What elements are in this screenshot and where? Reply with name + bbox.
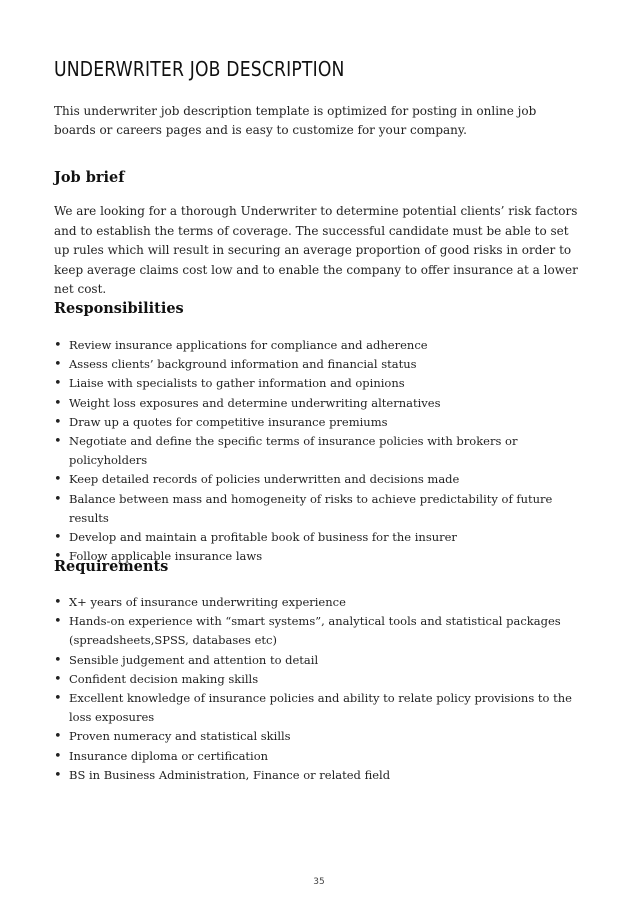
list-item: • Hands-on experience with “smart systems”, analytical tools and statistical packages (spreadsheets,SPSS, databases etc) bbox=[54, 612, 582, 650]
list-item: • Excellent knowledge of insurance policies and ability to relate policy provisions to the loss exposures bbox=[54, 689, 582, 727]
list-item: • Liaise with specialists to gather information and opinions bbox=[54, 374, 582, 393]
responsibilities-list bbox=[54, 336, 582, 566]
list-item: • Follow applicable insurance laws bbox=[54, 547, 582, 566]
list-item: • Sensible judgement and attention to detail bbox=[54, 651, 582, 670]
requirements-heading: Requirements bbox=[54, 558, 169, 575]
list-item: • Balance between mass and homogeneity of risks to achieve predictability of future results bbox=[54, 490, 582, 528]
list-item: • Assess clients’ background information and financial status bbox=[54, 355, 582, 374]
list-item: • X+ years of insurance underwriting experience bbox=[54, 593, 582, 612]
list-item: • Develop and maintain a profitable book of business for the insurer bbox=[54, 528, 582, 547]
intro-paragraph: This underwriter job description template is optimized for posting in online job boards or careers pages and is easy to customize for your company. bbox=[54, 104, 537, 137]
requirements-list bbox=[54, 593, 582, 785]
list-item: • Proven numeracy and statistical skills bbox=[54, 727, 582, 746]
list-item: • Negotiate and define the specific terms of insurance policies with brokers or policyholders bbox=[54, 432, 582, 470]
list-item: • Weight loss exposures and determine underwriting alternatives bbox=[54, 394, 582, 413]
job-brief-heading: Job brief bbox=[54, 169, 125, 186]
list-item: • Confident decision making skills bbox=[54, 670, 582, 689]
job-brief-paragraph: We are looking for a thorough Underwriter to determine potential clients’ risk factors and to establish the terms of coverage. The successful candidate must be able to set up rules which will result in securing an average proportion of good risks in order to keep average claims cost low and to enable the company to offer insurance at a lower net cost. bbox=[54, 204, 578, 296]
document-title: UNDERWRITER JOB DESCRIPTION bbox=[54, 57, 345, 81]
list-item: • Keep detailed records of policies underwritten and decisions made bbox=[54, 470, 582, 489]
page-number: 35 bbox=[313, 877, 325, 887]
list-item: • Insurance diploma or certification bbox=[54, 747, 582, 766]
list-item: • Draw up a quotes for competitive insurance premiums bbox=[54, 413, 582, 432]
responsibilities-heading: Responsibilities bbox=[54, 300, 184, 317]
list-item: • BS in Business Administration, Finance or related field bbox=[54, 766, 582, 785]
list-item: • Review insurance applications for compliance and adherence bbox=[54, 336, 582, 355]
